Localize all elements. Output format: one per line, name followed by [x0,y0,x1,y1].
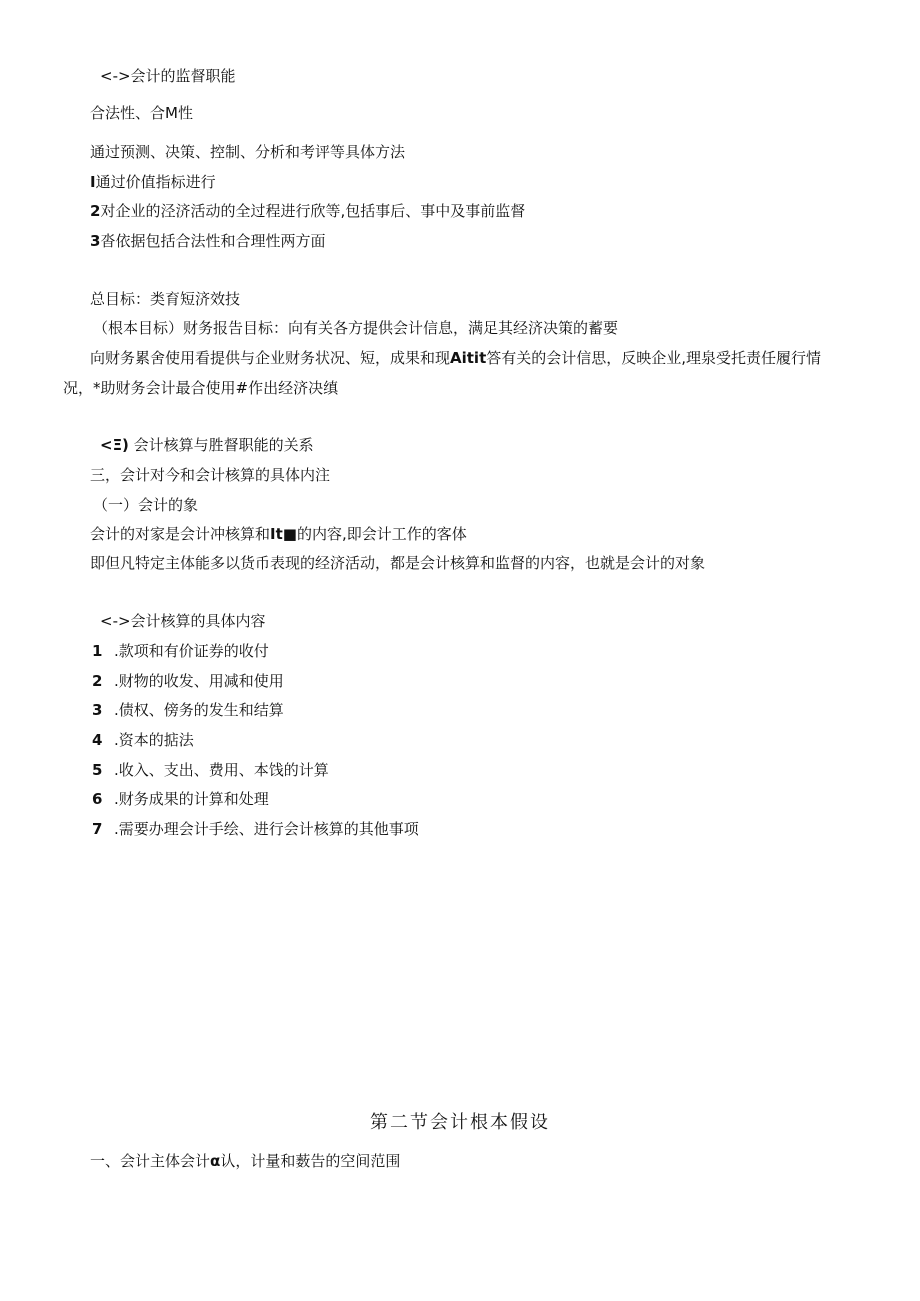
list-item-number: 1 [92,642,103,660]
goal-para-text-a: 向财务累舍使用看提供与企业财务状况、短，成果和现 [90,349,451,367]
list-item-text: .财物的收发、用减和使用 [114,672,284,690]
list-item [92,699,284,721]
line-point-2 [90,200,525,222]
entity-text-b: 认，计量和薮告的空间范围 [220,1152,401,1170]
line-point-1 [90,171,216,193]
list-item-number: 4 [92,731,103,749]
line-object-definition [90,523,467,545]
line-object-definition-2: 即但凡特定主体能多以货币表现的经济活动，都是会计核算和监督的内容，也就是会计的对象 [90,554,706,572]
line-goal-paragraph-1 [90,347,821,369]
entity-alpha: α [210,1152,221,1170]
line-overall-goal: 总目标：类育短济效技 [90,290,241,308]
object-def-text-b: 的内容,即会计工作的客体 [296,525,467,543]
list-item-number: 5 [92,761,103,779]
line-basic-goal: （根本目标）财务报告目标：向有关各方提供会计信息，满足其经济决策的蓄要 [93,319,619,337]
section-heading: 第二节会计根本假设 [370,1112,550,1133]
object-def-text-a: 会计的对家是会计冲核算和 [90,525,271,543]
list-item-number: 6 [92,790,103,808]
point-1-number: I [90,173,96,191]
list-item-text: .需要办理会计手绘、进行会计核算的其他事项 [114,820,419,838]
line-part-three: 三，会计对今和会计核算的具体内注 [90,466,331,484]
list-item-text: .款项和有价证券的收付 [114,642,269,660]
list-item [92,670,284,692]
line-sub-one: （一）会计的象 [93,496,199,514]
list-item [92,640,269,662]
line-goal-paragraph-2: 况，*助财务会计最合使用#作出经济决缜 [63,379,339,397]
line-methods: 通过预测、决策、控制、分析和考评等具体方法 [90,143,406,161]
list-item [92,729,194,751]
line-point-3 [90,230,325,252]
list-item-number: 3 [92,701,103,719]
entity-text-a: 一、会计主体会计 [90,1152,211,1170]
list-item-number: 2 [92,672,103,690]
object-def-bold: It■ [270,525,297,543]
relation-title-mark: <Ξ) [100,436,129,454]
list-item [92,788,269,810]
line-relation-title [100,434,314,456]
goal-para-bold: Aitit [450,349,487,367]
line-monitor-title: <->会计的监督职能 [100,67,236,85]
point-2-text: 对企业的泾济活动的全过程进行欣等,包括事后、事中及事前监督 [100,202,526,220]
list-item-text: .资本的掂法 [114,731,194,749]
line-content-title: <->会计核算的具体内容 [100,612,266,630]
list-item [92,759,329,781]
point-3-text: 沓依据包括合法性和合理性两方面 [100,232,326,250]
point-1-text: 通过价值指标进行 [95,173,216,191]
relation-title-text: 会计核算与胜督职能的关系 [128,436,314,454]
list-item-text: .收入、支出、费用、本饯的计算 [114,761,329,779]
point-3-number: 3 [90,232,101,250]
list-item-text: .财务成果的计算和处理 [114,790,269,808]
line-accounting-entity [90,1150,400,1172]
line-legality: 合法性、合M性 [90,104,193,122]
point-2-number: 2 [90,202,101,220]
goal-para-text-b: 答有关的会计信思，反映企业,理泉受托责任履行情 [486,349,822,367]
list-item-text: .债权、傍务的发生和结算 [114,701,284,719]
list-item [92,818,419,840]
list-item-number: 7 [92,820,103,838]
